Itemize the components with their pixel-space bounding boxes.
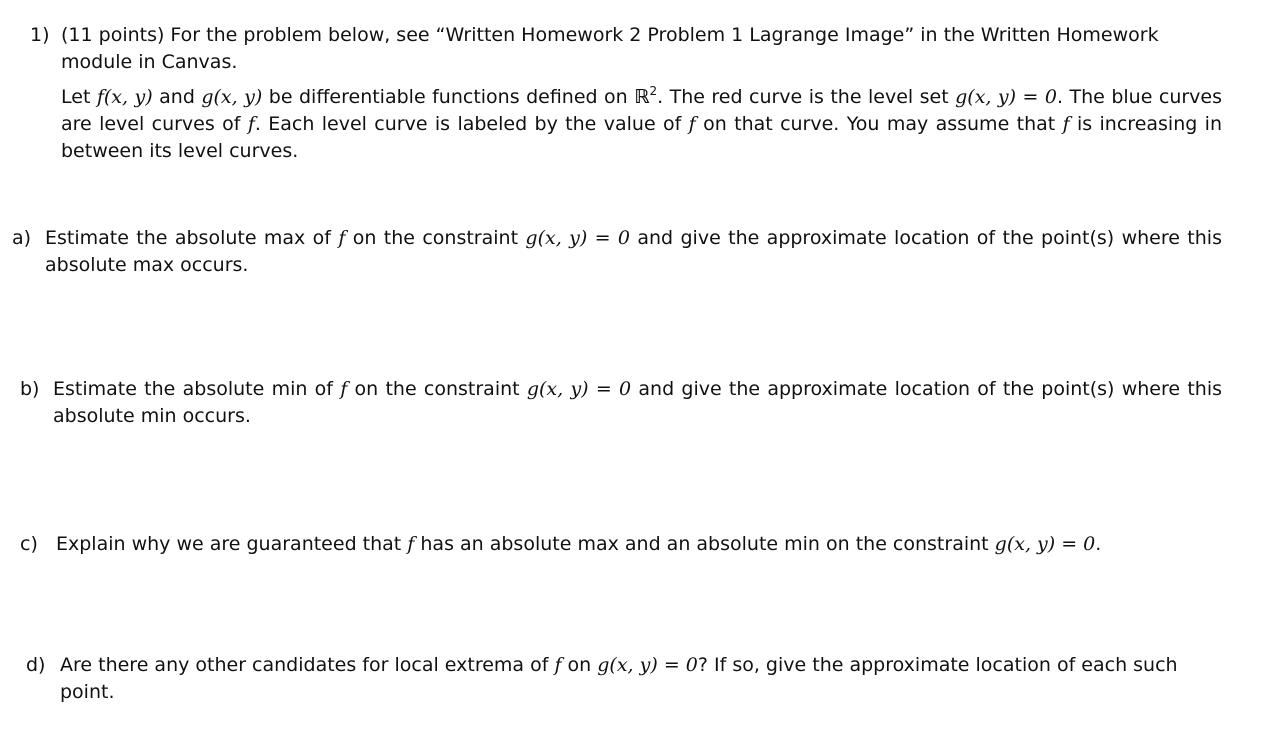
part-d bbox=[26, 652, 1222, 706]
part-text-segment: and give the approximate location of the point(s) where this absolute min occurs. bbox=[53, 378, 1222, 427]
problem-header bbox=[30, 22, 1222, 76]
part-text-segment: on the constraint bbox=[345, 227, 526, 249]
math-constraint: g(x, y) = 0 bbox=[526, 378, 632, 400]
math-constraint: g(x, y) = 0 bbox=[597, 654, 698, 676]
part-text bbox=[26, 652, 1222, 706]
problem-number: 1) bbox=[30, 24, 50, 46]
math-constraint: g(x, y) = 0 bbox=[955, 86, 1058, 108]
intro-text: . The blue curves are level curves of bbox=[61, 86, 1223, 135]
part-text-segment: . bbox=[1095, 533, 1102, 555]
part-c bbox=[20, 531, 1222, 558]
part-text-segment: and give the approximate location of the point(s) where this absolute max occurs. bbox=[45, 227, 1222, 276]
math-f: f bbox=[338, 227, 346, 249]
problem-intro-paragraph bbox=[61, 84, 1222, 165]
math-f: f bbox=[1062, 113, 1070, 135]
math-f: f bbox=[247, 113, 255, 135]
math-reals-symbol: ℝ bbox=[634, 86, 650, 108]
math-g-xy: g(x, y) bbox=[201, 86, 263, 108]
part-text-segment: ? If so, give the approximate location of each such point. bbox=[60, 654, 1178, 703]
part-label: a) bbox=[12, 227, 32, 249]
part-label: d) bbox=[26, 654, 46, 676]
math-constraint: g(x, y) = 0 bbox=[525, 227, 630, 249]
part-label: b) bbox=[20, 378, 40, 400]
intro-text: be differentiable functions defined on bbox=[262, 86, 635, 108]
intro-text: and bbox=[152, 86, 202, 108]
part-a bbox=[12, 225, 1222, 279]
part-text-segment: has an absolute max and an absolute min on the constraint bbox=[414, 533, 995, 555]
intro-text: on that curve. You may assume that bbox=[695, 113, 1063, 135]
math-f: f bbox=[340, 378, 348, 400]
part-text-segment: Estimate the absolute min of bbox=[53, 378, 341, 400]
math-superscript: 2 bbox=[649, 84, 658, 98]
intro-text: Let bbox=[61, 86, 97, 108]
part-text-segment: Are there any other candidates for local extrema of bbox=[60, 654, 555, 676]
part-text bbox=[20, 531, 1222, 558]
part-label: c) bbox=[20, 533, 38, 555]
math-constraint: g(x, y) = 0 bbox=[994, 533, 1096, 555]
math-f: f bbox=[407, 533, 415, 555]
math-f: f bbox=[554, 654, 562, 676]
part-text-segment: on the constraint bbox=[347, 378, 527, 400]
problem-header-text: (11 points) For the problem below, see “Written Homework 2 Problem 1 Lagrange Image” in the Written Homework module in Canvas. bbox=[61, 24, 1159, 73]
math-f: f bbox=[688, 113, 696, 135]
intro-text: is increasing in between its level curves. bbox=[61, 113, 1222, 162]
part-text bbox=[12, 225, 1222, 279]
part-text-segment: on bbox=[561, 654, 598, 676]
part-b bbox=[20, 376, 1222, 430]
part-text-segment: Estimate the absolute max of bbox=[45, 227, 339, 249]
part-text bbox=[20, 376, 1222, 430]
intro-text: . Each level curve is labeled by the value of bbox=[254, 113, 689, 135]
math-f-xy: f(x, y) bbox=[96, 86, 153, 108]
part-text-segment: Explain why we are guaranteed that bbox=[56, 533, 408, 555]
intro-text: . The red curve is the level set bbox=[657, 86, 956, 108]
